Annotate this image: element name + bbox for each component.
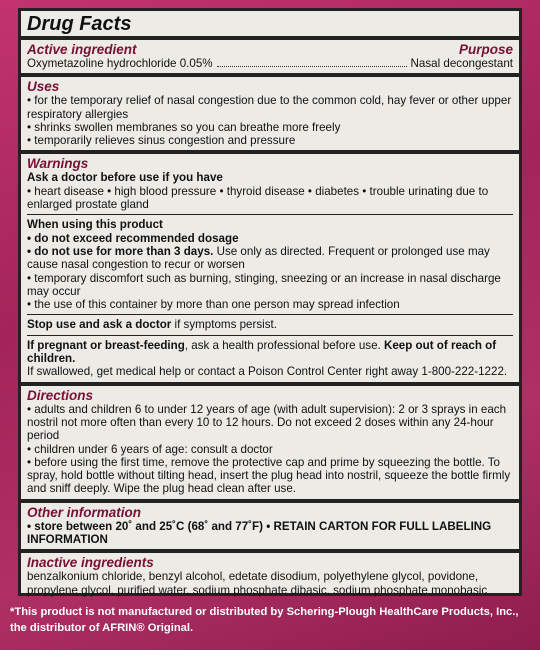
directions-heading: Directions	[27, 387, 94, 403]
when-using-heading: When using this product	[27, 218, 163, 232]
active-ingredient-name: Oxymetazoline hydrochloride 0.05%	[27, 57, 213, 70]
ask-doctor-heading: Ask a doctor before use if you have	[27, 171, 223, 185]
pregnancy-bold: If pregnant or breast-feeding	[27, 338, 185, 352]
list-item: • children under 6 years of age: consult a doctor	[27, 442, 273, 456]
list-item: • the use of this container by more than one person may spread infection	[27, 298, 400, 312]
disclaimer-line: the distributor of AFRIN® Original.	[10, 622, 194, 634]
storage-text: • store between 20˚ and 25˚C (68˚ and 77˚F) • RETAIN CARTON FOR FULL LABELING INFORMATION	[27, 519, 492, 547]
purpose-value: Nasal decongestant	[410, 57, 513, 70]
drug-facts-title: Drug Facts	[27, 13, 132, 35]
conditions-list: • heart disease • high blood pressure • thyroid disease • diabetes • trouble urinating due to enlarged prostate gland	[27, 184, 489, 212]
list-item: • shrinks swollen membranes so you can breathe more freely	[27, 120, 341, 134]
inactive-ingredients-heading: Inactive ingredients	[27, 555, 154, 571]
inactive-ingredients-text: benzalkonium chloride, benzyl alcohol, edetate disodium, polyethylene glycol, povidone, propylene glycol, purified water, sodium phosphate dibasic, sodium phosphate monobasic	[27, 570, 488, 597]
uses-section	[21, 73, 519, 150]
active-ingredient-heading: Active ingredient	[27, 42, 137, 57]
warnings-heading: Warnings	[27, 156, 89, 172]
list-item: • temporary discomfort such as burning, stinging, sneezing or an increase in nasal discharge may occur	[27, 271, 501, 298]
list-item	[27, 245, 513, 272]
pregnancy-line	[27, 339, 513, 366]
warning-bold-text: • do not use for more than 3 days.	[27, 244, 214, 258]
other-information-section	[21, 499, 519, 550]
active-ingredient-section	[21, 36, 519, 73]
uses-heading: Uses	[27, 79, 60, 95]
disclaimer-line: *This product is not manufactured or distributed by Schering-Plough HealthCare Products, Inc.,	[10, 606, 519, 618]
swallow-line: If swallowed, get medical help or contact a Poison Control Center right away 1-800-222-1222.	[27, 365, 508, 379]
list-item: • temporarily relieves sinus congestion and pressure	[27, 134, 296, 148]
warnings-section	[21, 150, 519, 381]
drug-facts-panel	[18, 8, 522, 596]
stop-use-text: if symptoms persist.	[171, 318, 277, 332]
stop-use-line	[27, 318, 513, 331]
pregnancy-text: , ask a health professional before use.	[184, 338, 384, 352]
warning-text: Use only as directed. Frequent or prolonged use may cause nasal congestion to recur or worsen	[27, 244, 490, 272]
stop-use-bold: Stop use and ask a doctor	[27, 318, 172, 332]
purpose-heading: Purpose	[458, 42, 513, 57]
list-item: • adults and children 6 to under 12 years of age (with adult supervision): 2 or 3 sprays in each nostril not more often than every 10 to 12 hours. Do not exceed 2 doses within any 24-hour period	[27, 402, 507, 443]
list-item: • for the temporary relief of nasal congestion due to the common cold, hay fever or other upper respiratory allergies	[27, 94, 512, 121]
list-item: • before using the first time, remove the protective cap and prime by squeezing the bottle. To spray, hold bottle without tilting head, insert the plug head into nostril, squeeze the bottle firmly and sniff deeply. Wipe the plug head clean after use.	[27, 455, 511, 496]
other-information-heading: Other information	[27, 504, 141, 520]
keep-out-reach: Keep out of reach of children.	[27, 338, 497, 366]
dot-leader	[217, 66, 407, 67]
disclaimer-footer	[10, 604, 530, 636]
directions-section	[21, 382, 519, 499]
list-item: • do not exceed recommended dosage	[27, 231, 239, 245]
inactive-ingredients-section	[21, 549, 519, 600]
